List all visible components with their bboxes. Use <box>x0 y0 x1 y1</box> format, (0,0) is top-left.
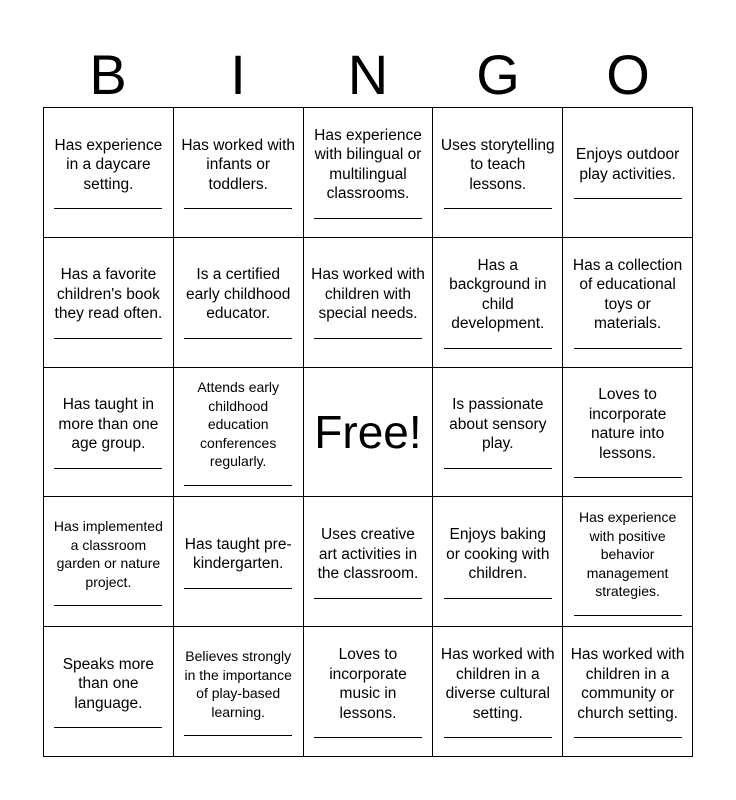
bingo-cell[interactable] <box>433 238 563 368</box>
cell-prompt: Has implemented a classroom garden or nature project. <box>53 518 163 590</box>
bingo-cell[interactable] <box>433 368 563 498</box>
cell-content <box>441 395 555 469</box>
cell-prompt: Has experience in a daycare setting. <box>54 136 163 193</box>
bingo-cell[interactable] <box>563 497 693 627</box>
cell-prompt: Uses creative art activities in the classroom. <box>317 526 419 583</box>
cell-content <box>51 395 165 469</box>
cell-content <box>51 655 165 729</box>
cell-content <box>181 378 295 486</box>
cell-content <box>51 265 165 339</box>
cell-prompt: Has worked with children in a community or church setting. <box>570 646 685 722</box>
name-write-line <box>184 588 292 589</box>
bingo-cell[interactable] <box>563 238 693 368</box>
cell-prompt: Has experience with bilingual or multilingual classrooms. <box>314 126 422 203</box>
cell-content <box>311 405 425 458</box>
cell-prompt: Has a background in child development. <box>449 256 547 333</box>
cell-content <box>441 645 555 738</box>
name-write-line <box>54 338 162 339</box>
name-write-line <box>444 468 552 469</box>
cell-content <box>571 508 685 616</box>
name-write-line <box>444 208 552 209</box>
cell-prompt: Is a certified early childhood educator. <box>186 266 291 323</box>
title-letter-i: I <box>230 43 246 106</box>
cell-prompt: Has worked with children with special needs. <box>311 266 425 323</box>
bingo-title <box>43 42 693 108</box>
name-write-line <box>444 348 552 349</box>
cell-prompt: Loves to incorporate music in lessons. <box>329 646 407 722</box>
cell-prompt: Enjoys outdoor play activities. <box>575 146 680 183</box>
name-write-line <box>314 338 422 339</box>
name-write-line <box>54 468 162 469</box>
cell-content <box>311 525 425 599</box>
cell-prompt: Attends early childhood education conferences regularly. <box>197 379 280 470</box>
cell-content <box>311 265 425 339</box>
cell-prompt: Speaks more than one language. <box>62 655 155 712</box>
bingo-cell[interactable] <box>44 497 174 627</box>
cell-content <box>571 645 685 738</box>
bingo-cell[interactable] <box>433 108 563 238</box>
bingo-cell[interactable] <box>304 238 434 368</box>
name-write-line <box>54 727 162 728</box>
bingo-cell[interactable] <box>304 108 434 238</box>
bingo-cell[interactable] <box>563 368 693 498</box>
title-letter-o: O <box>606 43 650 106</box>
cell-content <box>181 647 295 736</box>
cell-prompt: Has worked with children in a diverse cultural setting. <box>440 646 555 722</box>
name-write-line <box>314 598 422 599</box>
bingo-cell[interactable] <box>563 108 693 238</box>
cell-prompt: Believes strongly in the importance of play-based learning. <box>184 648 292 720</box>
cell-prompt: Has taught pre-kindergarten. <box>184 535 292 573</box>
bingo-cell[interactable] <box>174 368 304 498</box>
name-write-line <box>54 605 162 606</box>
bingo-cell[interactable] <box>44 238 174 368</box>
bingo-cell[interactable] <box>44 108 174 238</box>
bingo-cell[interactable] <box>433 627 563 757</box>
cell-prompt: Uses storytelling to teach lessons. <box>440 136 555 193</box>
name-write-line <box>314 218 422 219</box>
bingo-cell[interactable] <box>174 497 304 627</box>
bingo-cell[interactable] <box>174 108 304 238</box>
cell-content <box>441 256 555 349</box>
cell-content <box>441 136 555 210</box>
title-letter-b: B <box>89 43 127 106</box>
cell-content <box>181 535 295 589</box>
name-write-line <box>184 485 292 486</box>
bingo-cell[interactable] <box>433 497 563 627</box>
cell-content <box>181 265 295 339</box>
cell-content <box>311 126 425 219</box>
cell-content <box>51 136 165 210</box>
name-write-line <box>184 208 292 209</box>
cell-prompt: Has a collection of educational toys or materials. <box>572 256 683 333</box>
title-letter-n: N <box>347 43 389 106</box>
cell-content <box>571 256 685 349</box>
bingo-cell[interactable] <box>174 238 304 368</box>
name-write-line <box>444 598 552 599</box>
cell-prompt: Has worked with infants or toddlers. <box>181 136 296 193</box>
cell-content <box>571 145 685 199</box>
cell-content <box>181 136 295 210</box>
name-write-line <box>184 735 292 736</box>
bingo-cell[interactable] <box>304 497 434 627</box>
cell-prompt: Loves to incorporate nature into lessons. <box>588 386 667 462</box>
name-write-line <box>574 348 682 349</box>
name-write-line <box>314 737 422 738</box>
name-write-line <box>574 737 682 738</box>
cell-prompt: Is passionate about sensory play. <box>449 396 547 453</box>
name-write-line <box>444 737 552 738</box>
cell-content <box>571 385 685 478</box>
bingo-grid <box>43 107 693 757</box>
name-write-line <box>574 477 682 478</box>
free-space-cell[interactable] <box>304 368 434 498</box>
name-write-line <box>574 198 682 199</box>
cell-content <box>441 525 555 599</box>
free-space-label: Free! <box>314 405 422 458</box>
name-write-line <box>574 615 682 616</box>
cell-content <box>311 645 425 738</box>
cell-prompt: Has a favorite children's book they read often. <box>54 266 163 323</box>
cell-content <box>51 517 165 606</box>
title-letter-g: G <box>476 43 520 106</box>
bingo-cell[interactable] <box>174 627 304 757</box>
cell-prompt: Has taught in more than one age group. <box>58 396 159 453</box>
bingo-cell[interactable] <box>304 627 434 757</box>
cell-prompt: Enjoys baking or cooking with children. <box>446 526 550 583</box>
bingo-cell[interactable] <box>563 627 693 757</box>
bingo-cell[interactable] <box>44 627 174 757</box>
name-write-line <box>54 208 162 209</box>
bingo-cell[interactable] <box>44 368 174 498</box>
cell-prompt: Has experience with positive behavior management strategies. <box>578 509 677 600</box>
name-write-line <box>184 338 292 339</box>
